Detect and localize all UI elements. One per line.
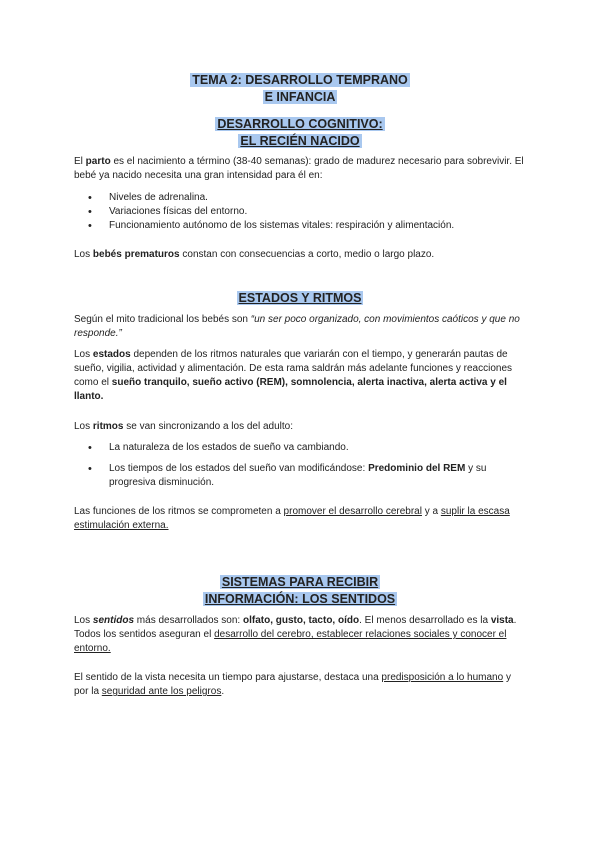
text-run: Los xyxy=(74,249,93,260)
underlined-text: promover el desarrollo cerebral xyxy=(283,506,422,517)
text-run: . Todos los sentidos aseguran el xyxy=(74,615,517,640)
text-run: dependen de los ritmos naturales que variarán con el tiempo, y generarán pautas de sueño, vigilia, actividad y alimentación. De esta rama saldrán más adelante funciones y reacciones como el xyxy=(74,349,513,388)
text-run: Los tiempos de los estados del sueño van modificándose: xyxy=(109,463,369,474)
list-item: • Funcionamiento autónomo de los sistemas vitales: respiración y alimentación. xyxy=(74,219,526,233)
underlined-text: suplir la escasa estimulación externa. xyxy=(74,506,510,531)
section2-bullet-list xyxy=(74,441,526,490)
list-item: • Variaciones físicas del entorno. xyxy=(74,205,526,219)
bold-term: Predominio del REM xyxy=(368,463,466,474)
text-run: Los xyxy=(74,615,93,626)
bold-term: sueño tranquilo, sueño activo (REM), somnolencia, alerta inactiva, alerta activa y el llanto. xyxy=(74,377,507,402)
text-run: El xyxy=(74,156,86,167)
underlined-text: seguridad ante los peligros xyxy=(101,686,222,697)
section2-paragraph2 xyxy=(74,348,526,404)
main-title xyxy=(0,72,600,106)
section3-paragraph2 xyxy=(74,671,526,699)
section1-title-line2: EL RECIÉN NACIDO xyxy=(240,134,360,148)
text-run: Los xyxy=(74,349,93,360)
text-run: Los xyxy=(74,421,93,432)
section2-title-text: ESTADOS Y RITMOS xyxy=(238,291,362,305)
text-run: Según el mito tradicional los bebés son xyxy=(74,314,251,325)
text-run: constan con consecuencias a corto, medio o largo plazo. xyxy=(179,249,435,260)
bold-term: parto xyxy=(85,156,111,167)
text-run: y a xyxy=(421,506,441,517)
section3-title-line2: INFORMACIÓN: LOS SENTIDOS xyxy=(204,592,396,606)
section3-paragraph1 xyxy=(74,614,526,656)
section2-paragraph3 xyxy=(74,420,526,434)
section2-paragraph1 xyxy=(74,313,526,341)
text-run: . El menos desarrollado es la xyxy=(359,615,491,626)
main-title-line2: E INFANCIA xyxy=(264,90,336,104)
list-item xyxy=(74,462,526,490)
list-item: • Niveles de adrenalina. xyxy=(74,191,526,205)
bold-italic-term: sentidos xyxy=(92,615,135,626)
section1-paragraph1 xyxy=(74,155,526,183)
section2-paragraph4 xyxy=(74,505,526,533)
section1-title-line1: DESARROLLO COGNITIVO: xyxy=(217,117,383,131)
text-run: se van sincronizando a los del adulto: xyxy=(123,421,294,432)
section3-title xyxy=(0,574,600,608)
section1-bullet-list xyxy=(74,191,526,233)
bold-term: ritmos xyxy=(92,421,124,432)
text-run: El sentido de la vista necesita un tiempo para ajustarse, destaca una xyxy=(74,672,382,683)
section1-title xyxy=(0,116,600,150)
section2-title xyxy=(0,290,600,307)
text-run: y su progresiva disminución. xyxy=(109,463,487,488)
bold-term: vista xyxy=(490,615,514,626)
text-run: . xyxy=(221,686,225,697)
list-item: • La naturaleza de los estados de sueño va cambiando. xyxy=(74,441,526,455)
bold-term: bebés prematuros xyxy=(92,249,180,260)
underlined-text: desarrollo del cerebro, establecer relaciones sociales y conocer el entorno. xyxy=(74,629,507,654)
main-title-line1: TEMA 2: DESARROLLO TEMPRANO xyxy=(192,73,408,87)
italic-quote: “un ser poco organizado, con movimientos caóticos y que no responde.” xyxy=(74,314,520,339)
underlined-text: predisposición a lo humano xyxy=(381,672,504,683)
section1-paragraph2 xyxy=(74,248,526,262)
section3-title-line1: SISTEMAS PARA RECIBIR xyxy=(221,575,379,589)
text-run: más desarrollados son: xyxy=(134,615,243,626)
bold-term: olfato, gusto, tacto, oído xyxy=(242,615,360,626)
text-run: Las funciones de los ritmos se comprometen a xyxy=(74,506,284,517)
bold-term: estados xyxy=(92,349,131,360)
text-run: es el nacimiento a término (38-40 semanas): grado de madurez necesario para sobrevivir. El bebé ya nacido necesita una gran intensidad para él en: xyxy=(74,156,524,181)
text-run: y por la xyxy=(74,672,511,697)
